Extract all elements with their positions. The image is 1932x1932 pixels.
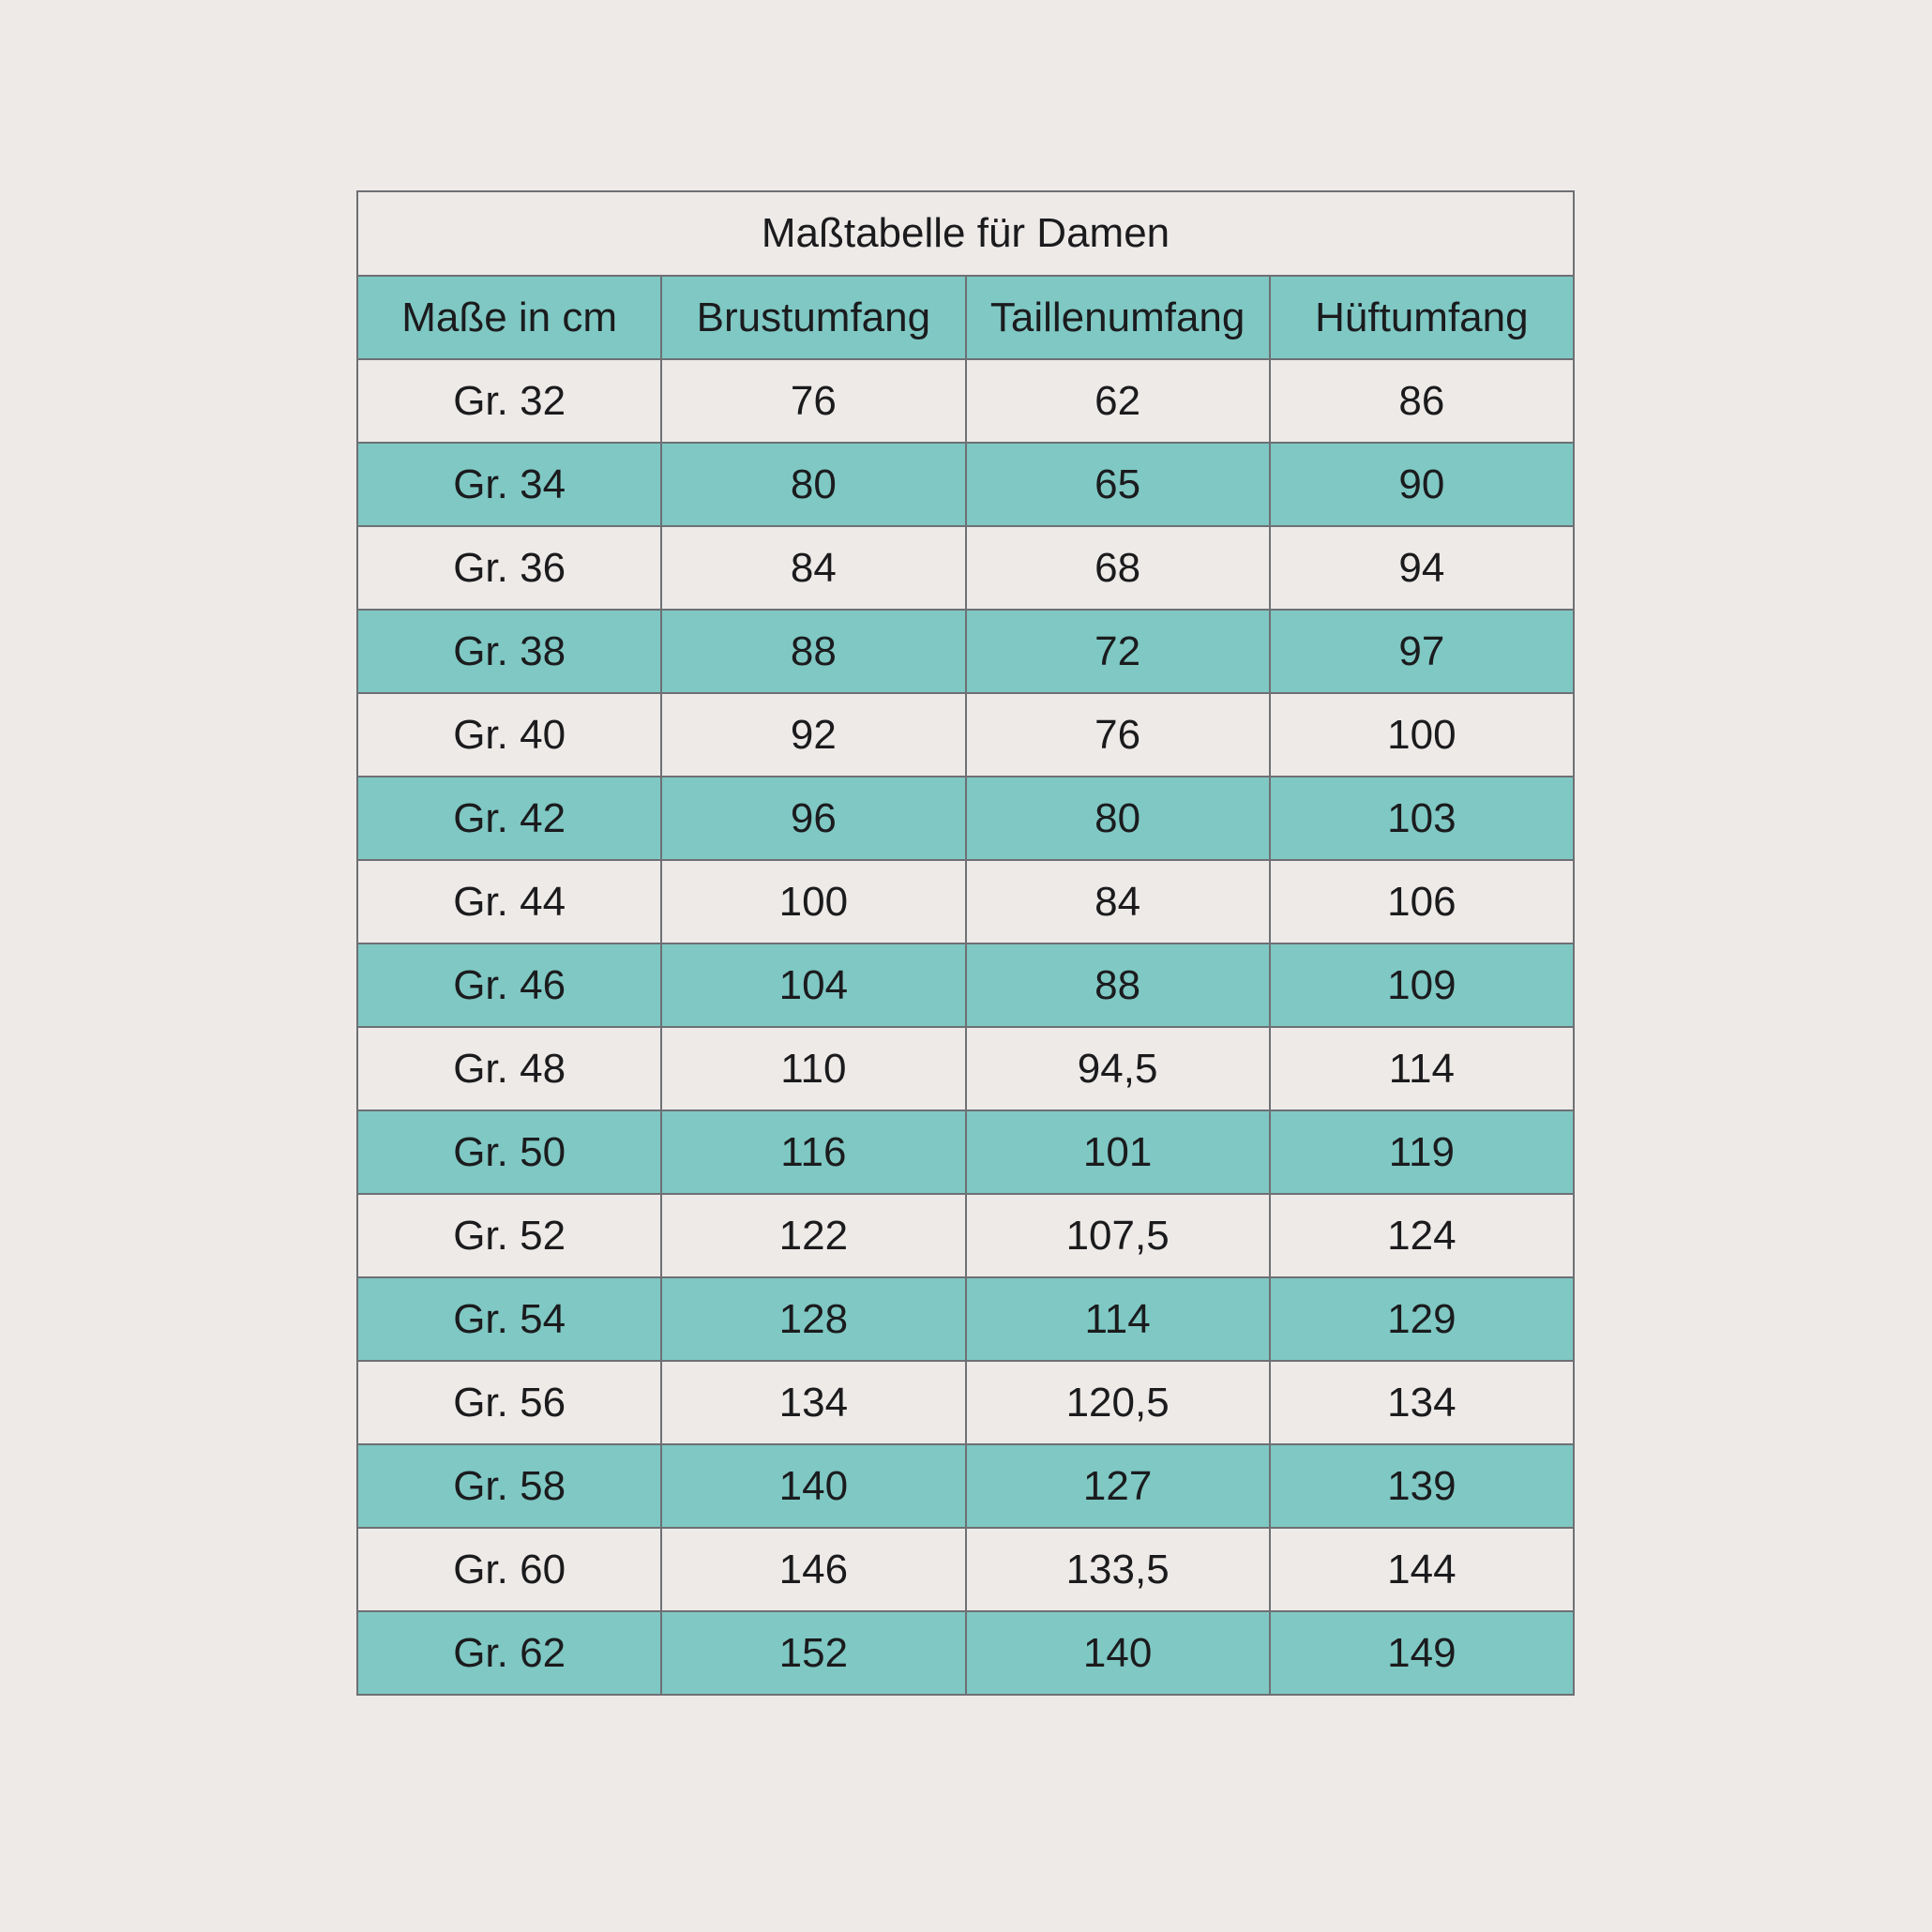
column-header-hip: Hüftumfang <box>1270 276 1574 359</box>
hip-cell: 124 <box>1270 1194 1574 1277</box>
table-row-gr-34 <box>357 443 1574 526</box>
hip-cell: 139 <box>1270 1444 1574 1528</box>
waist-cell: 114 <box>966 1277 1270 1361</box>
table-row-gr-56 <box>357 1361 1574 1444</box>
size-cell: Gr. 56 <box>357 1361 661 1444</box>
bust-cell: 92 <box>661 693 965 777</box>
size-cell: Gr. 44 <box>357 860 661 943</box>
waist-cell: 68 <box>966 526 1270 610</box>
hip-cell: 109 <box>1270 943 1574 1027</box>
hip-cell: 106 <box>1270 860 1574 943</box>
table-row-gr-38 <box>357 610 1574 693</box>
size-cell: Gr. 54 <box>357 1277 661 1361</box>
table-row-gr-40 <box>357 693 1574 777</box>
table-row-gr-36 <box>357 526 1574 610</box>
bust-cell: 100 <box>661 860 965 943</box>
waist-cell: 140 <box>966 1611 1270 1695</box>
waist-cell: 65 <box>966 443 1270 526</box>
bust-cell: 146 <box>661 1528 965 1611</box>
waist-cell: 127 <box>966 1444 1270 1528</box>
hip-cell: 149 <box>1270 1611 1574 1695</box>
hip-cell: 114 <box>1270 1027 1574 1110</box>
size-cell: Gr. 60 <box>357 1528 661 1611</box>
waist-cell: 80 <box>966 777 1270 860</box>
hip-cell: 86 <box>1270 359 1574 443</box>
size-cell: Gr. 34 <box>357 443 661 526</box>
column-header-size: Maße in cm <box>357 276 661 359</box>
table-row-gr-52 <box>357 1194 1574 1277</box>
bust-cell: 128 <box>661 1277 965 1361</box>
bust-cell: 76 <box>661 359 965 443</box>
size-cell: Gr. 50 <box>357 1110 661 1194</box>
size-cell: Gr. 40 <box>357 693 661 777</box>
table-row-gr-44 <box>357 860 1574 943</box>
hip-cell: 119 <box>1270 1110 1574 1194</box>
waist-cell: 101 <box>966 1110 1270 1194</box>
table-row-gr-60 <box>357 1528 1574 1611</box>
table-row-gr-46 <box>357 943 1574 1027</box>
size-cell: Gr. 58 <box>357 1444 661 1528</box>
size-cell: Gr. 62 <box>357 1611 661 1695</box>
hip-cell: 103 <box>1270 777 1574 860</box>
hip-cell: 100 <box>1270 693 1574 777</box>
hip-cell: 129 <box>1270 1277 1574 1361</box>
table-row-gr-42 <box>357 777 1574 860</box>
waist-cell: 107,5 <box>966 1194 1270 1277</box>
waist-cell: 94,5 <box>966 1027 1270 1110</box>
size-cell: Gr. 38 <box>357 610 661 693</box>
table-row-gr-54 <box>357 1277 1574 1361</box>
bust-cell: 104 <box>661 943 965 1027</box>
bust-cell: 122 <box>661 1194 965 1277</box>
table-row-gr-48 <box>357 1027 1574 1110</box>
bust-cell: 96 <box>661 777 965 860</box>
bust-cell: 84 <box>661 526 965 610</box>
size-cell: Gr. 42 <box>357 777 661 860</box>
size-cell: Gr. 48 <box>357 1027 661 1110</box>
bust-cell: 88 <box>661 610 965 693</box>
bust-cell: 152 <box>661 1611 965 1695</box>
bust-cell: 116 <box>661 1110 965 1194</box>
waist-cell: 62 <box>966 359 1270 443</box>
hip-cell: 90 <box>1270 443 1574 526</box>
size-cell: Gr. 46 <box>357 943 661 1027</box>
size-cell: Gr. 36 <box>357 526 661 610</box>
table-title: Maßtabelle für Damen <box>357 191 1574 276</box>
waist-cell: 88 <box>966 943 1270 1027</box>
waist-cell: 120,5 <box>966 1361 1270 1444</box>
bust-cell: 134 <box>661 1361 965 1444</box>
column-header-waist: Taillenumfang <box>966 276 1270 359</box>
hip-cell: 144 <box>1270 1528 1574 1611</box>
womens-size-chart-table <box>356 190 1575 1696</box>
size-cell: Gr. 32 <box>357 359 661 443</box>
table-row-gr-32 <box>357 359 1574 443</box>
bust-cell: 140 <box>661 1444 965 1528</box>
size-cell: Gr. 52 <box>357 1194 661 1277</box>
table-row-gr-58 <box>357 1444 1574 1528</box>
bust-cell: 110 <box>661 1027 965 1110</box>
table-title-row <box>357 191 1574 276</box>
waist-cell: 76 <box>966 693 1270 777</box>
hip-cell: 94 <box>1270 526 1574 610</box>
table-header-row <box>357 276 1574 359</box>
waist-cell: 133,5 <box>966 1528 1270 1611</box>
table-row-gr-50 <box>357 1110 1574 1194</box>
hip-cell: 134 <box>1270 1361 1574 1444</box>
bust-cell: 80 <box>661 443 965 526</box>
table-row-gr-62 <box>357 1611 1574 1695</box>
waist-cell: 84 <box>966 860 1270 943</box>
waist-cell: 72 <box>966 610 1270 693</box>
hip-cell: 97 <box>1270 610 1574 693</box>
column-header-bust: Brustumfang <box>661 276 965 359</box>
